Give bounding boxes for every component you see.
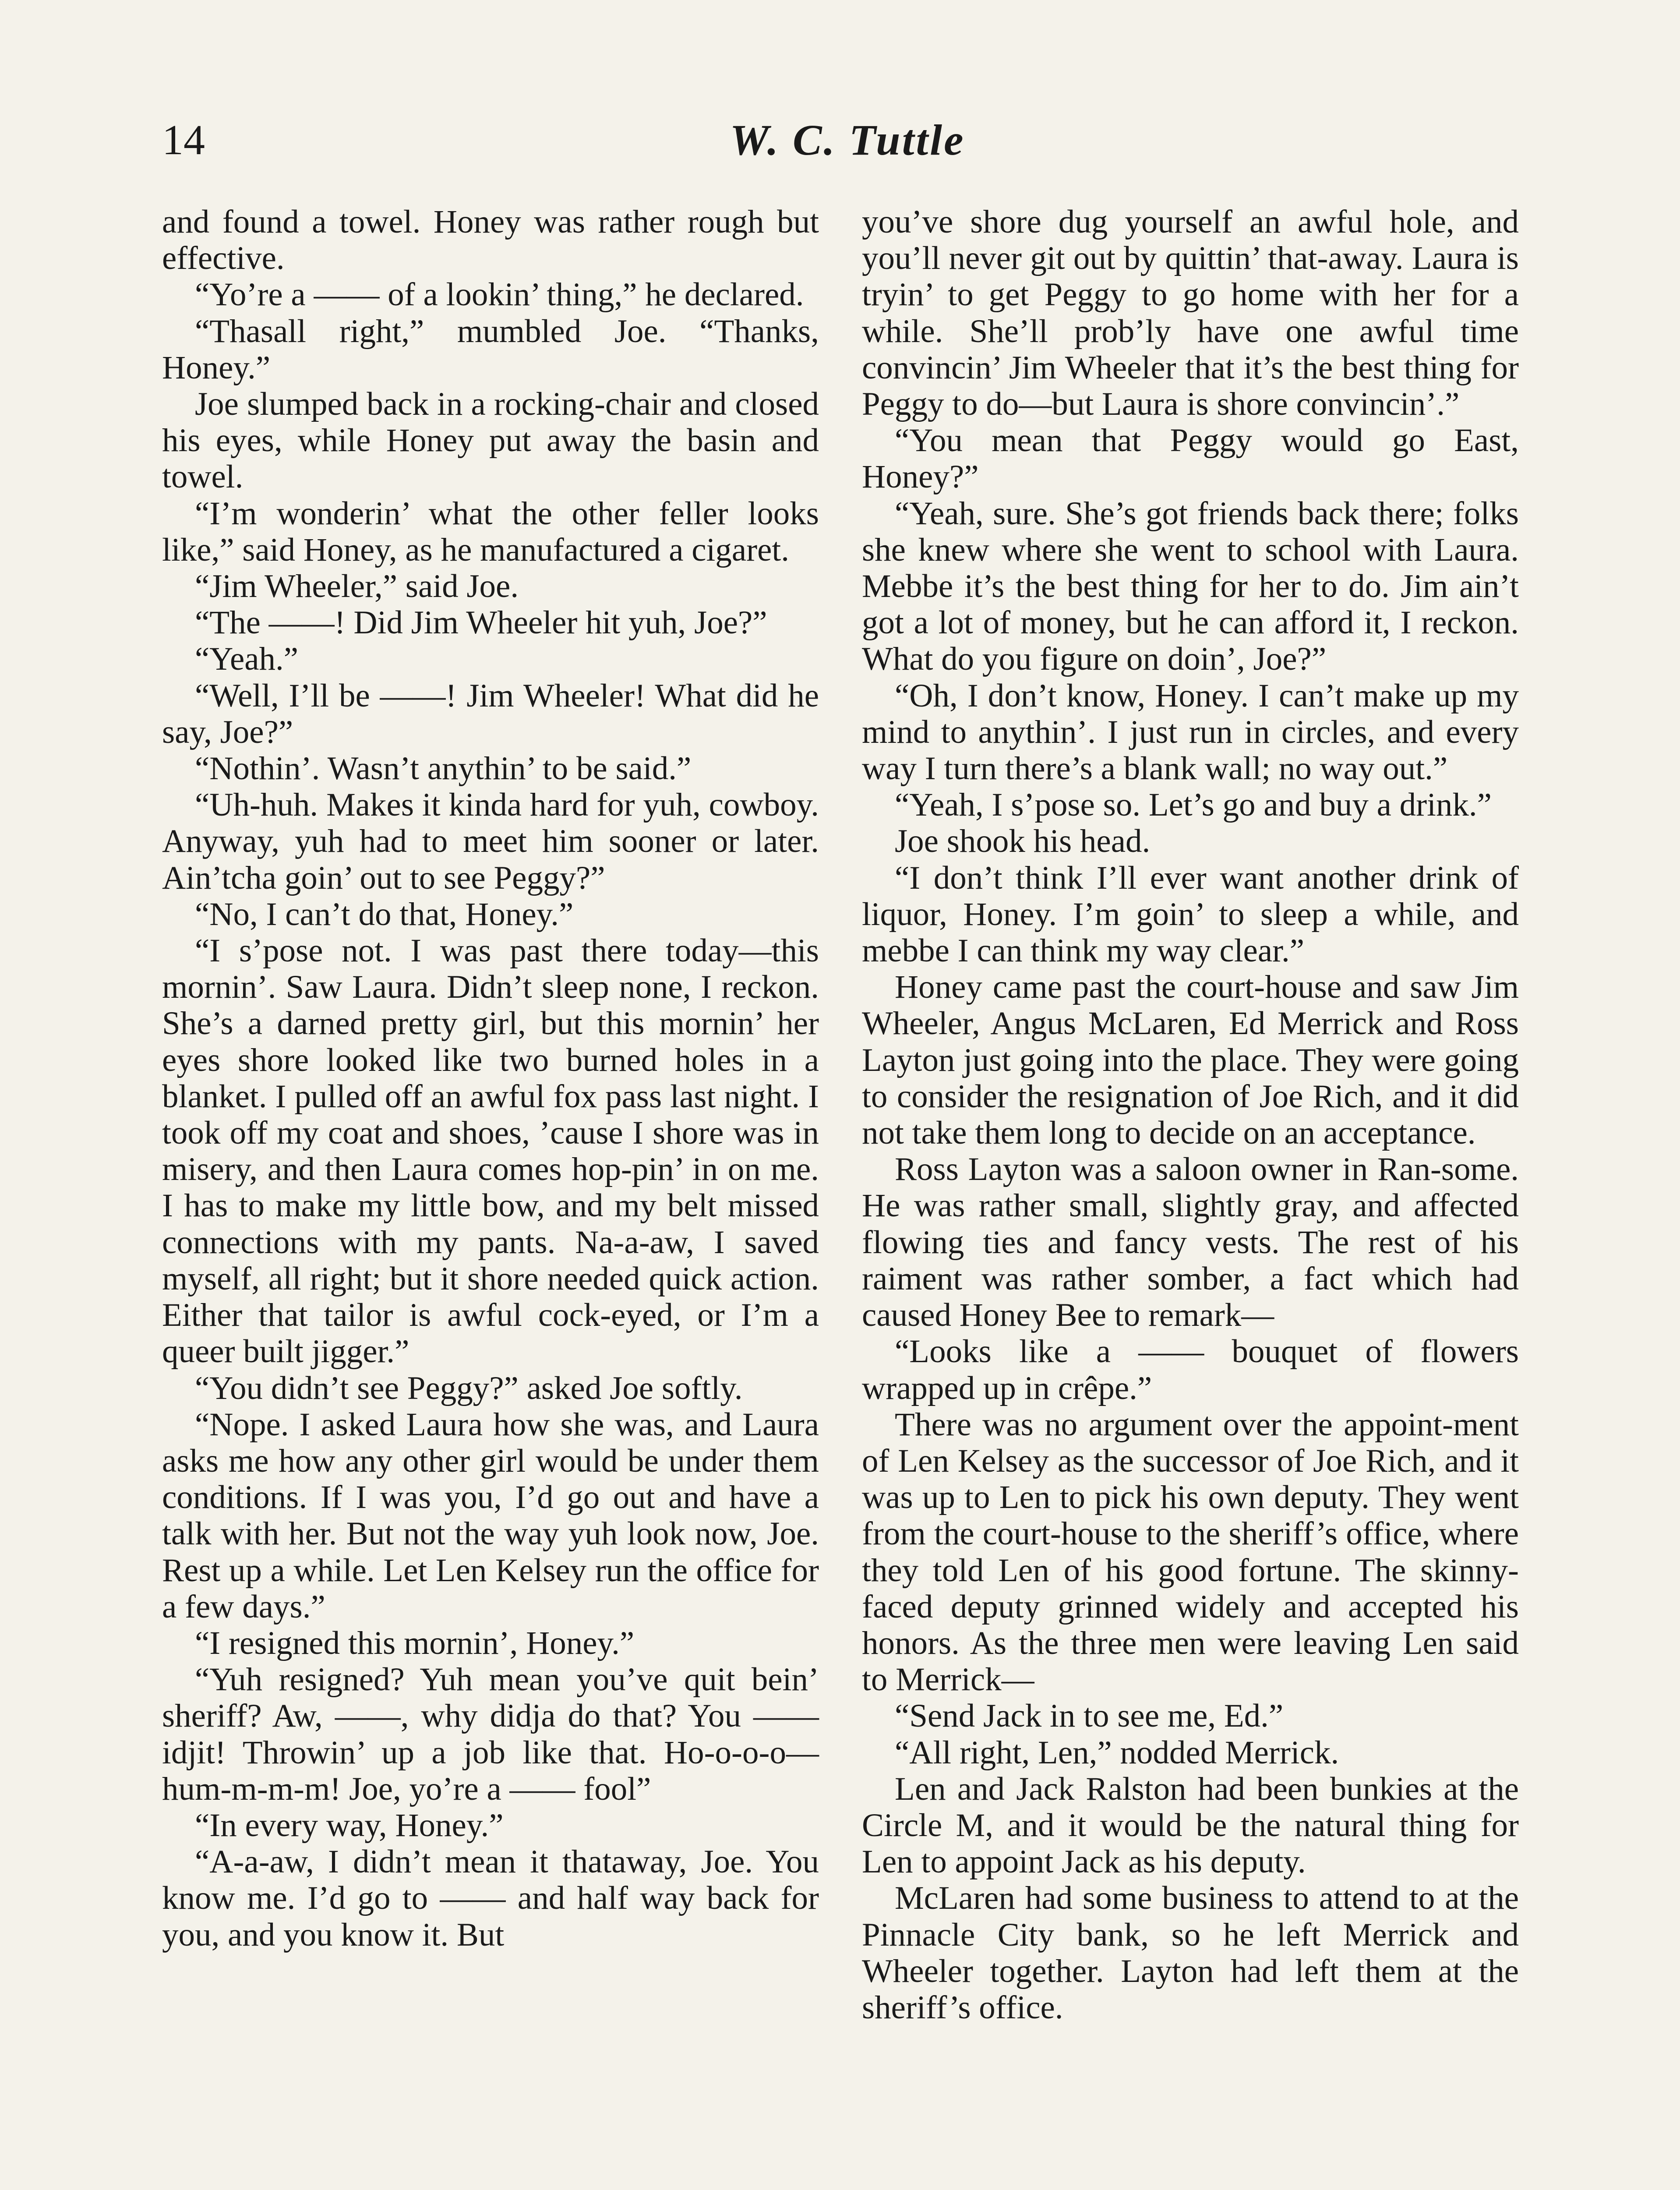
paragraph: “The ——! Did Jim Wheeler hit yuh, Joe?”: [195, 604, 767, 641]
paragraph: “Jim Wheeler,” said Joe.: [195, 568, 519, 605]
paragraph: Joe slumped back in a rocking-chair and closed his eyes, while Honey put away the basin and towel.: [162, 386, 819, 495]
paragraph: “Looks like a —— bouquet of flowers wrapped up in crêpe.”: [862, 1333, 1519, 1406]
paragraph: “No, I can’t do that, Honey.”: [195, 896, 574, 933]
paragraph: “Send Jack in to see me, Ed.”: [895, 1698, 1284, 1734]
paragraph: “Yo’re a —— of a lookin’ thing,” he declared.: [195, 276, 804, 313]
paragraph: “You didn’t see Peggy?” asked Joe softly.: [195, 1370, 743, 1406]
paragraph: “Yuh resigned? Yuh mean you’ve quit bein’ sheriff? Aw, ——, why didja do that? You —— idjit! Throwin’ up a job like that. Ho-o-o-o—hum-m-m-m! Joe, yo’re a —— fool”: [162, 1661, 819, 1807]
paragraph: Ross Layton was a saloon owner in Ran-some. He was rather small, slightly gray, and affected flowing ties and fancy vests. The rest of his raiment was rather somber, a fact which had caused Honey Bee to remark—: [862, 1151, 1519, 1334]
paragraph: “I resigned this mornin’, Honey.”: [195, 1625, 635, 1661]
paragraph: Joe shook his head.: [895, 823, 1151, 860]
paragraph: McLaren had some business to attend to at the Pinnacle City bank, so he left Merrick and Wheeler together. Layton had left them at the sheriff’s office.: [862, 1880, 1519, 2026]
page-number: 14: [162, 117, 205, 164]
paragraph: “You mean that Peggy would go East, Honey?”: [862, 422, 1519, 495]
paragraph: “Nope. I asked Laura how she was, and Laura asks me how any other girl would be under them conditions. If I was you, I’d go out and have a talk with her. But not the way yuh look now, Joe. Rest up a while. Let Len Kelsey run the office for a few days.”: [162, 1406, 819, 1625]
paragraph: “Thasall right,” mumbled Joe. “Thanks, Honey.”: [162, 313, 819, 386]
paragraph: “I s’pose not. I was past there today—this mornin’. Saw Laura. Didn’t sleep none, I reckon. She’s a darned pretty girl, but this mornin’ her eyes shore looked like two burned holes in a blanket. I pulled off an awful fox pass last night. I took off my coat and shoes, ’cause I shore was in misery, and then Laura comes hop-pin’ in on me. I has to make my little bow, and my belt missed connections with my pants. Na-a-aw, I saved myself, all right; but it shore needed quick action. Either that tailor is awful cock-eyed, or I’m a queer built jigger.”: [162, 933, 819, 1370]
running-title: W. C. Tuttle: [730, 116, 965, 164]
paragraph: “Yeah, I s’pose so. Let’s go and buy a drink.”: [895, 787, 1492, 823]
paragraph: “Oh, I don’t know, Honey. I can’t make up my mind to anythin’. I just run in circles, and every way I turn there’s a blank wall; no way out.”: [862, 677, 1519, 787]
paragraph: “Uh-huh. Makes it kinda hard for yuh, cowboy. Anyway, yuh had to meet him sooner or later. Ain’tcha goin’ out to see Peggy?”: [162, 787, 819, 896]
left-text-column: [162, 204, 819, 1953]
paragraph: “Yeah, sure. She’s got friends back there; folks she knew where she went to school with Laura. Mebbe it’s the best thing for her to do. Jim ain’t got a lot of money, but he can afford it, I reckon. What do you figure on doin’, Joe?”: [862, 495, 1519, 678]
paragraph: “All right, Len,” nodded Merrick.: [895, 1734, 1339, 1771]
paragraph: “A-a-aw, I didn’t mean it thataway, Joe. You know me. I’d go to —— and half way back for you, and you know it. But: [162, 1844, 819, 1953]
paragraph: “I don’t think I’ll ever want another drink of liquor, Honey. I’m goin’ to sleep a while, and mebbe I can think my way clear.”: [862, 859, 1519, 969]
paragraph: “I’m wonderin’ what the other feller looks like,” said Honey, as he manufactured a cigaret.: [162, 495, 819, 568]
paragraph: Honey came past the court-house and saw Jim Wheeler, Angus McLaren, Ed Merrick and Ross Layton just going into the place. They were going to consider the resignation of Joe Rich, and it did not take them long to decide on an acceptance.: [862, 969, 1519, 1152]
page-header: [162, 110, 1533, 171]
paragraph: Len and Jack Ralston had been bunkies at the Circle M, and it would be the natural thing for Len to appoint Jack as his deputy.: [862, 1770, 1519, 1880]
paragraph: “In every way, Honey.”: [195, 1807, 504, 1844]
paragraph: “Well, I’ll be ——! Jim Wheeler! What did he say, Joe?”: [162, 677, 819, 750]
paragraph: you’ve shore dug yourself an awful hole, and you’ll never git out by quittin’ that-away. Laura is tryin’ to get Peggy to go home with her for a while. She’ll prob’ly have one awful time convincin’ Jim Wheeler that it’s the best thing for Peggy to do—but Laura is shore convincin’.”: [862, 204, 1519, 423]
paragraph: “Nothin’. Wasn’t anythin’ to be said.”: [195, 750, 692, 787]
paragraph: and found a towel. Honey was rather rough but effective.: [162, 204, 819, 277]
paragraph: “Yeah.”: [195, 641, 299, 678]
paragraph: There was no argument over the appoint-ment of Len Kelsey as the successor of Joe Rich, and it was up to Len to pick his own deputy. They went from the court-house to the sheriff’s office, where they told Len of his good fortune. The skinny-faced deputy grinned widely and accepted his honors. As the three men were leaving Len said to Merrick—: [862, 1406, 1519, 1698]
right-text-column: [862, 204, 1519, 2026]
